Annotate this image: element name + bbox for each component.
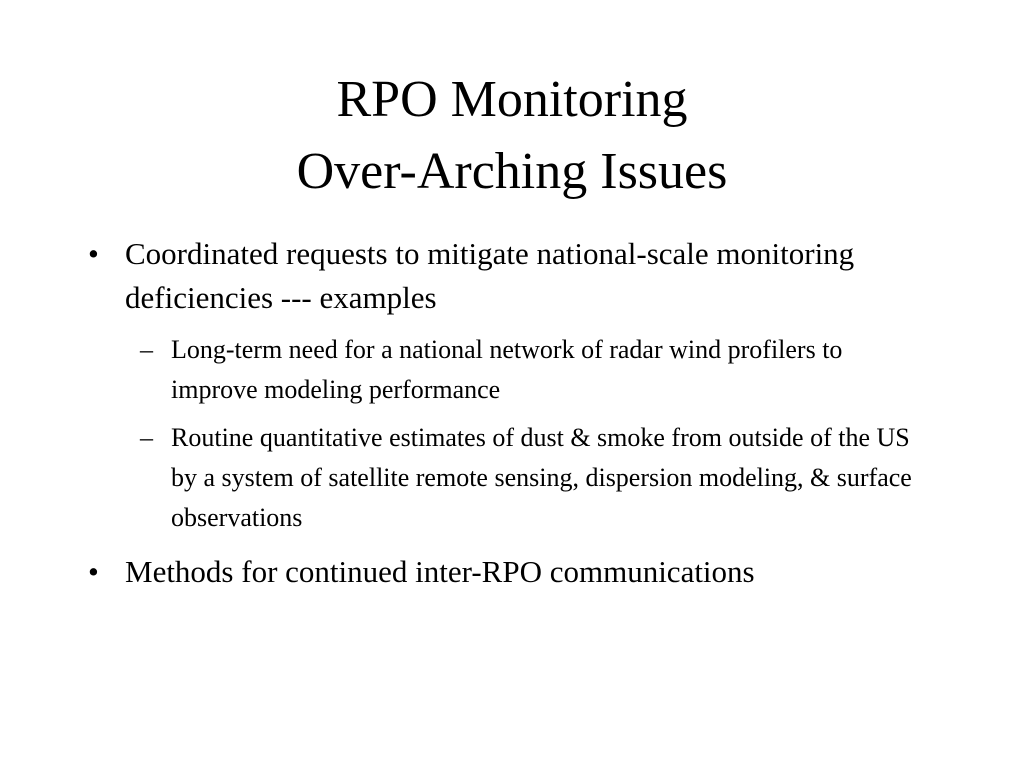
bullet-item bbox=[0, 232, 1024, 320]
sub-bullet-marker: – bbox=[140, 423, 153, 452]
slide-title-line-1: RPO Monitoring bbox=[336, 71, 688, 128]
sub-bullet-text: Routine quantitative estimates of dust & smoke from outside of the US by a system of satellite remote sensing, dispersion modeling, & surface observations bbox=[171, 423, 912, 532]
slide-body bbox=[0, 232, 1024, 594]
sub-bullet-marker: – bbox=[140, 335, 153, 364]
sub-bullet-item bbox=[0, 330, 1024, 410]
sub-bullet-text: Long-term need for a national network of radar wind profilers to improve modeling performance bbox=[171, 335, 843, 404]
sub-bullet-item bbox=[0, 418, 1024, 538]
bullet-text: Coordinated requests to mitigate national-scale monitoring deficiencies --- examples bbox=[125, 236, 855, 315]
bullet-marker: • bbox=[88, 554, 99, 589]
bullet-text: Methods for continued inter-RPO communications bbox=[125, 554, 755, 589]
slide-title bbox=[0, 64, 1024, 208]
bullet-item bbox=[0, 550, 1024, 594]
slide-title-line-2: Over-Arching Issues bbox=[296, 143, 728, 200]
bullet-marker: • bbox=[88, 236, 99, 271]
